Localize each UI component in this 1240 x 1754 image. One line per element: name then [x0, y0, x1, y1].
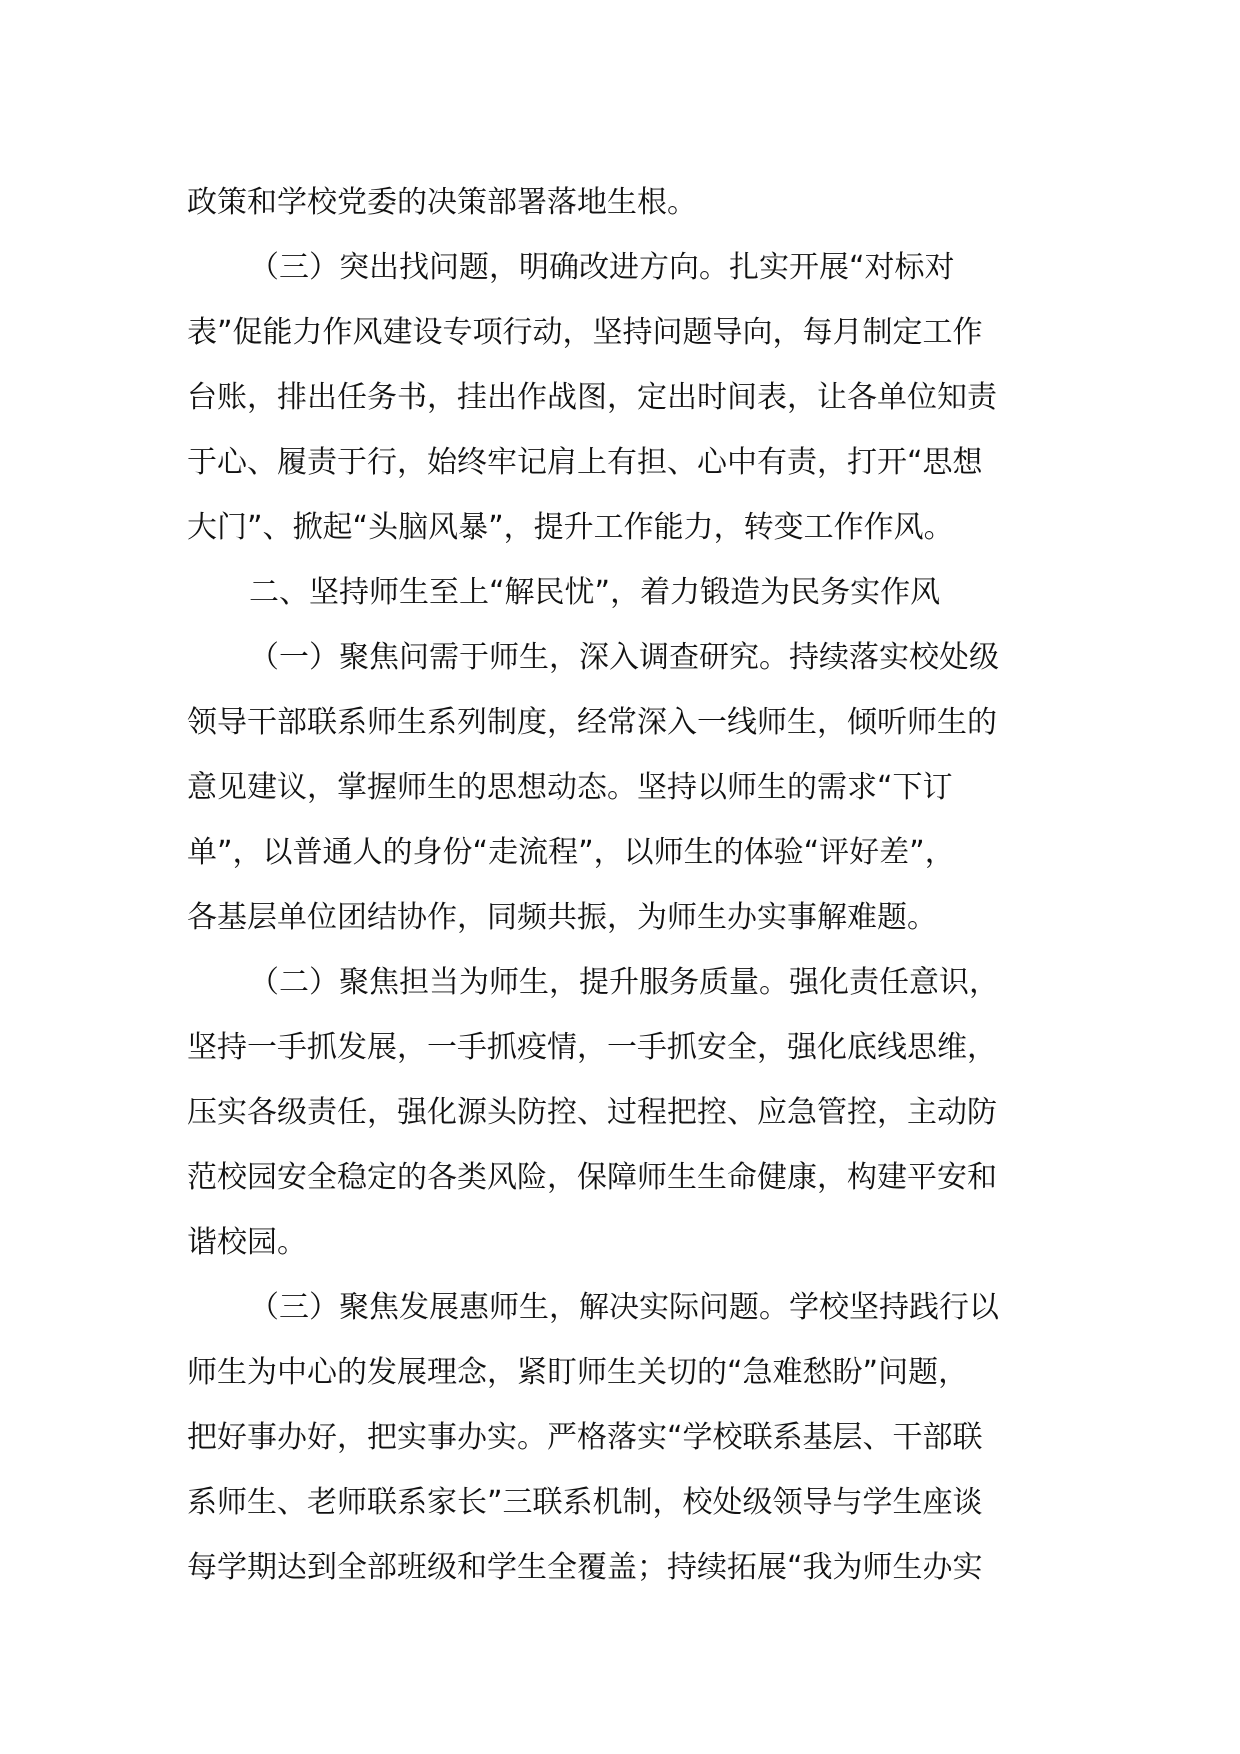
- paragraph-line: 意见建议，掌握师生的思想动态。坚持以师生的需求“下订: [187, 770, 953, 805]
- paragraph-line: （三）聚焦发展惠师生，解决实际问题。学校坚持践行以: [249, 1290, 999, 1325]
- paragraph-line: 范校园安全稳定的各类风险，保障师生生命健康，构建平安和: [187, 1160, 997, 1195]
- paragraph-line: 谐校园。: [187, 1225, 307, 1260]
- paragraph-line: 于心、履责于行，始终牢记肩上有担、心中有责，打开“思想: [187, 445, 983, 480]
- paragraph-line: 每学期达到全部班级和学生全覆盖；持续拓展“我为师生办实: [187, 1550, 983, 1585]
- section-heading: 二、坚持师生至上“解民忧”，着力锻造为民务实作风: [249, 575, 941, 610]
- paragraph-line: （一）聚焦问需于师生，深入调查研究。持续落实校处级: [249, 640, 999, 675]
- paragraph-line: 政策和学校党委的决策部署落地生根。: [187, 185, 697, 220]
- paragraph-line: 单”，以普通人的身份“走流程”，以师生的体验“评好差”，: [187, 835, 955, 870]
- paragraph-line: 大门”、掀起“头脑风暴”，提升工作能力，转变工作作风。: [187, 510, 954, 545]
- paragraph-line: 表”促能力作风建设专项行动，坚持问题导向，每月制定工作: [187, 315, 983, 350]
- document-body: [187, 170, 1067, 1600]
- paragraph-line: （三）突出找问题，明确改进方向。扎实开展“对标对: [249, 250, 955, 285]
- paragraph-line: （二）聚焦担当为师生，提升服务质量。强化责任意识，: [249, 965, 999, 1000]
- paragraph-line: 系师生、老师联系家长”三联系机制，校处级领导与学生座谈: [187, 1485, 983, 1520]
- paragraph-line: 坚持一手抓发展，一手抓疫情，一手抓安全，强化底线思维，: [187, 1030, 997, 1065]
- paragraph-line: 把好事办好，把实事办实。严格落实“学校联系基层、干部联: [187, 1420, 983, 1455]
- paragraph-line: 各基层单位团结协作，同频共振，为师生办实事解难题。: [187, 900, 937, 935]
- paragraph-line: 师生为中心的发展理念，紧盯师生关切的“急难愁盼”问题，: [187, 1355, 969, 1390]
- paragraph-line: 领导干部联系师生系列制度，经常深入一线师生，倾听师生的: [187, 705, 997, 740]
- paragraph-line: 台账，排出任务书，挂出作战图，定出时间表，让各单位知责: [187, 380, 997, 415]
- paragraph-line: 压实各级责任，强化源头防控、过程把控、应急管控，主动防: [187, 1095, 997, 1130]
